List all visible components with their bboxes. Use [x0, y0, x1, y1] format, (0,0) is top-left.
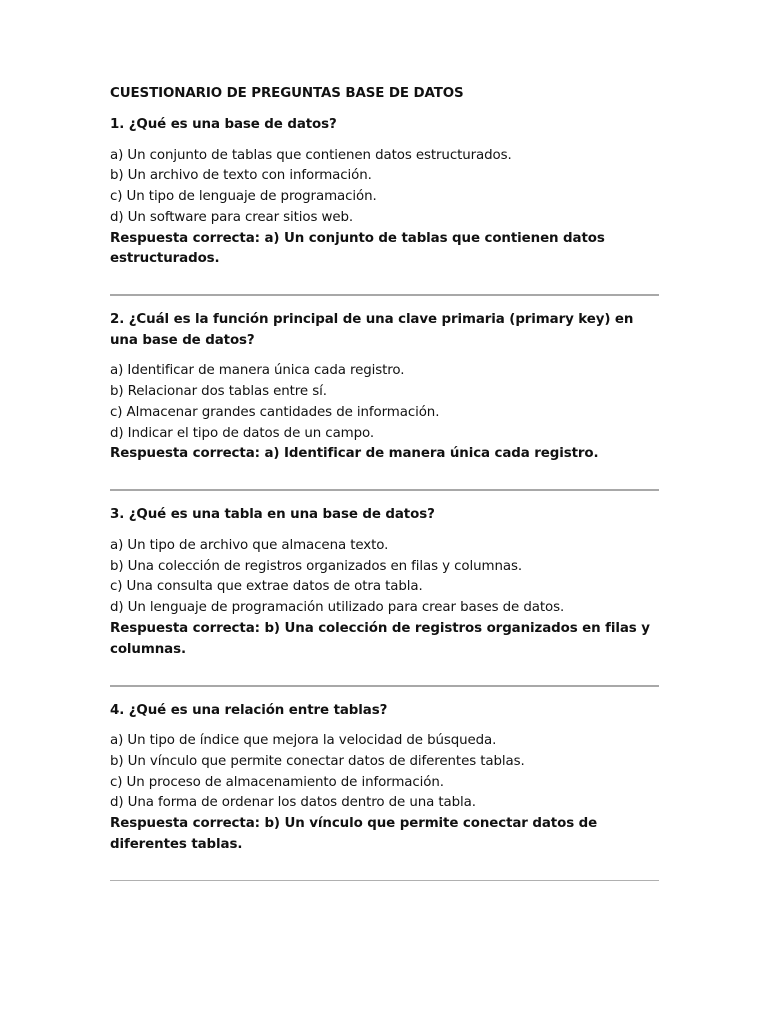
question-block-4	[110, 701, 659, 856]
section-divider	[110, 685, 659, 687]
option-a: a) Identificar de manera única cada registro.	[110, 363, 405, 379]
document-page	[110, 84, 659, 895]
option-c: c) Una consulta que extrae datos de otra tabla.	[110, 579, 423, 595]
section-divider	[110, 489, 659, 491]
options-list	[110, 146, 659, 229]
option-a: a) Un tipo de archivo que almacena texto.	[110, 537, 389, 553]
option-d: d) Indicar el tipo de datos de un campo.	[110, 425, 375, 441]
option-b: b) Un vínculo que permite conectar datos de diferentes tablas.	[110, 753, 525, 769]
correct-answer: Respuesta correcta: a) Identificar de manera única cada registro.	[110, 446, 599, 462]
option-c: c) Almacenar grandes cantidades de información.	[110, 404, 440, 420]
option-b: b) Una colección de registros organizados en filas y columnas.	[110, 558, 522, 574]
options-list	[110, 536, 659, 619]
options-list	[110, 361, 659, 444]
options-list	[110, 731, 659, 814]
document-title: CUESTIONARIO DE PREGUNTAS BASE DE DATOS	[110, 86, 464, 101]
question-text: 1. ¿Qué es una base de datos?	[110, 117, 337, 132]
option-d: d) Un lenguaje de programación utilizado para crear bases de datos.	[110, 600, 565, 616]
correct-answer: Respuesta correcta: a) Un conjunto de tablas que contienen datos estructurados.	[110, 230, 605, 267]
question-text: 3. ¿Qué es una tabla en una base de datos?	[110, 507, 435, 523]
option-c: c) Un proceso de almacenamiento de información.	[110, 774, 444, 790]
section-divider	[110, 294, 659, 296]
question-text: 4. ¿Qué es una relación entre tablas?	[110, 702, 388, 718]
option-d: d) Un software para crear sitios web.	[110, 209, 354, 225]
question-text: 2. ¿Cuál es la función principal de una clave primaria (primary key) en una base de datos?	[110, 312, 634, 348]
question-block-3	[110, 505, 659, 660]
option-b: b) Un archivo de texto con información.	[110, 168, 372, 184]
option-a: a) Un tipo de índice que mejora la velocidad de búsqueda.	[110, 733, 497, 749]
question-block-1	[110, 115, 659, 270]
question-block-2	[110, 310, 659, 465]
option-a: a) Un conjunto de tablas que contienen datos estructurados.	[110, 147, 512, 163]
correct-answer: Respuesta correcta: b) Un vínculo que permite conectar datos de diferentes tablas.	[110, 816, 598, 853]
section-divider	[110, 880, 659, 881]
option-d: d) Una forma de ordenar los datos dentro de una tabla.	[110, 795, 476, 811]
option-c: c) Un tipo de lenguaje de programación.	[110, 189, 377, 205]
correct-answer: Respuesta correcta: b) Una colección de registros organizados en filas y columnas.	[110, 620, 650, 657]
option-b: b) Relacionar dos tablas entre sí.	[110, 384, 327, 400]
